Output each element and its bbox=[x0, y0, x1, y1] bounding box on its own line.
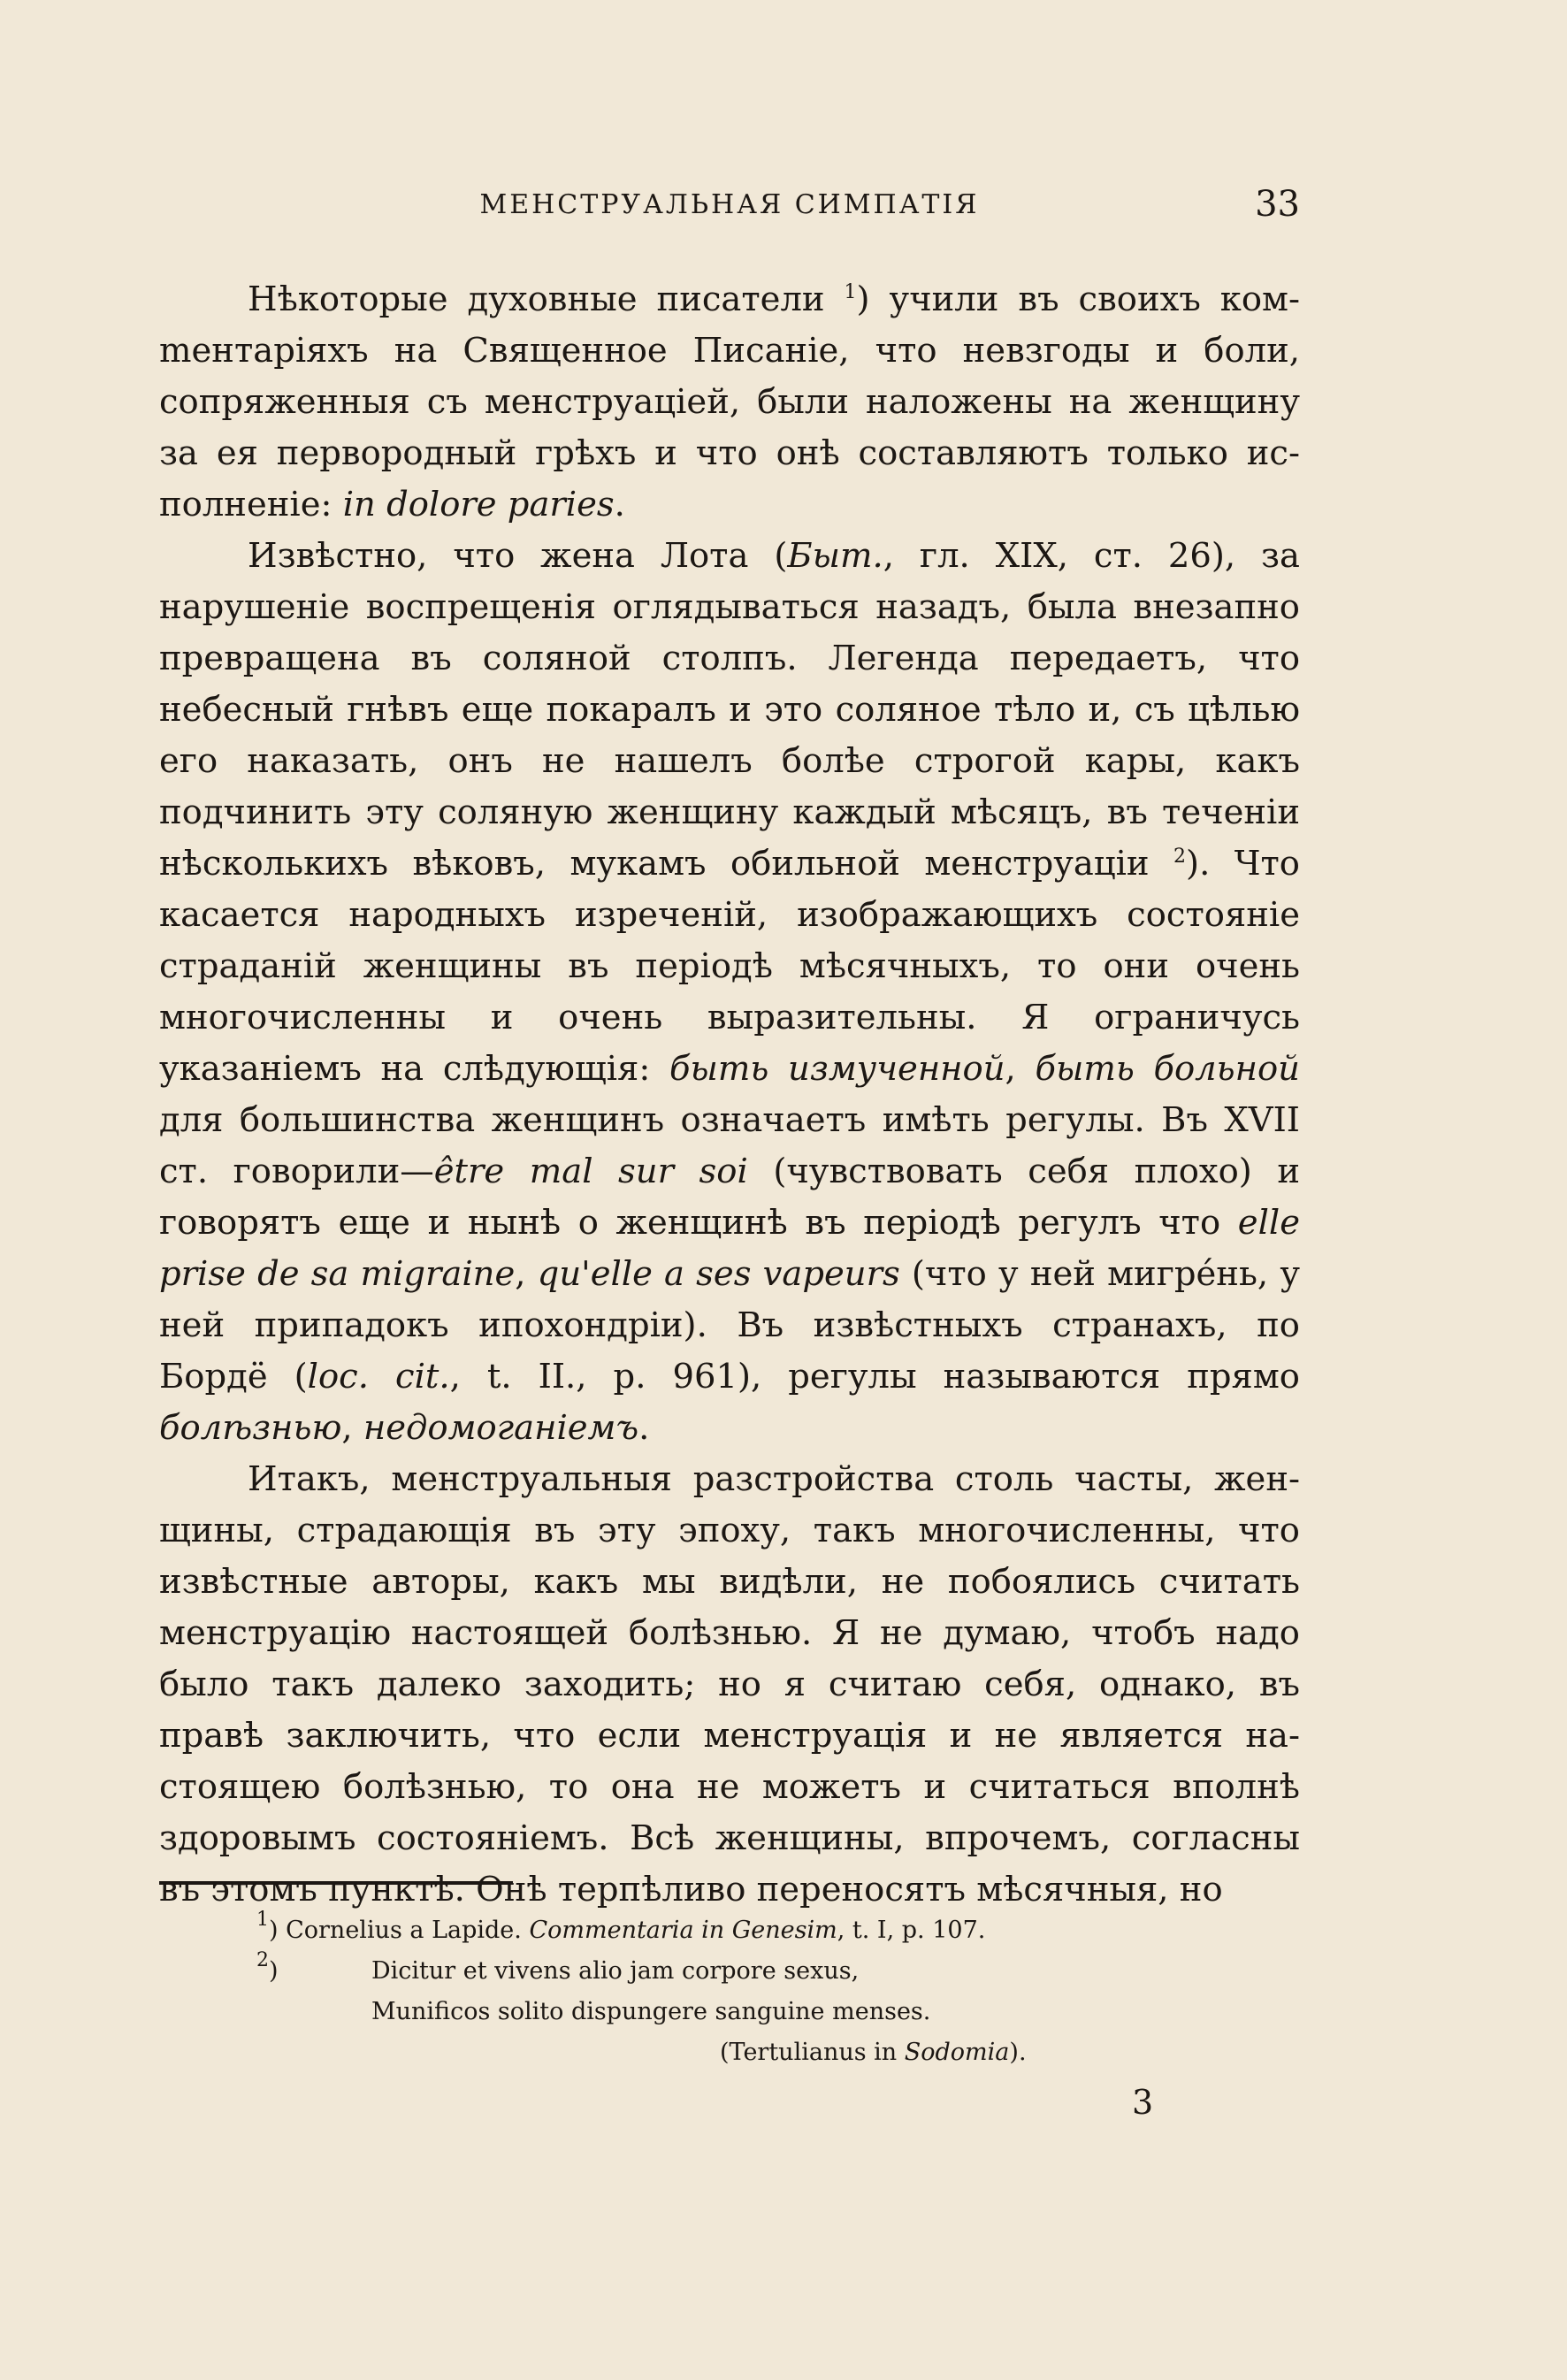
text-run: Извѣстно, что жена Лота ( bbox=[248, 536, 788, 576]
text-run: (чувствовать себя плохо) и говорятъ еще и нынѣ о женщинѣ въ періодѣ регулъ что bbox=[159, 1152, 1301, 1243]
italic-run: быть измученной bbox=[669, 1049, 1005, 1089]
footnote-1 bbox=[256, 1910, 1185, 1951]
text-run: Нѣкоторые духовные писатели bbox=[248, 279, 845, 319]
text-run: (что у ней мигрéнь, у ней припадокъ ипохондріи). Въ извѣстныхъ странахъ, по Бордё ( bbox=[159, 1254, 1300, 1397]
footnote-mark: 2 bbox=[256, 1949, 269, 1971]
footnote-title: Commentaria in Genesim bbox=[529, 1917, 837, 1944]
citation-text: ). bbox=[1009, 2039, 1027, 2066]
footnote-ref-1: 1 bbox=[844, 281, 857, 303]
footnote-text: , t. I, p. 107. bbox=[837, 1917, 986, 1944]
signature-mark: 3 bbox=[1132, 2083, 1154, 2122]
text-run: для большинства женщинъ означаетъ имѣть регулы. Въ XVII ст. говорили— bbox=[159, 1100, 1300, 1191]
text-run: , bbox=[515, 1254, 538, 1294]
text-run: , bbox=[341, 1408, 363, 1448]
text-run: . bbox=[638, 1408, 650, 1448]
citation-title: Sodomia bbox=[904, 2039, 1010, 2066]
italic-run: недомоганіемъ bbox=[363, 1408, 639, 1448]
text-run: . bbox=[614, 485, 625, 524]
verse-line-1: Dicitur et vivens alio jam corpore sexus, bbox=[371, 1957, 860, 1985]
citation-text: (Tertulianus in bbox=[720, 2039, 905, 2066]
paragraph-1 bbox=[159, 274, 1300, 531]
italic-run: Быт. bbox=[787, 536, 883, 576]
italic-run: быть больной bbox=[1035, 1049, 1300, 1089]
italic-run: болѣзнью bbox=[159, 1408, 342, 1448]
text-run: ). Что касается народныхъ изреченій, изображающихъ состояніе страданій женщины въ періодѣ мѣсячныхъ, то они очень многочисленны и очень выразительны. Я ограничусь указаніемъ на слѣдующія: bbox=[159, 844, 1300, 1089]
footnotes bbox=[256, 1910, 1185, 2073]
footnote-2 bbox=[256, 1951, 1185, 2073]
verse-line-2: Munificos solito dispungere sanguine menses. bbox=[371, 1998, 931, 2025]
page-number: 33 bbox=[1255, 184, 1300, 225]
running-title: МЕНСТРУАЛЬНАЯ СИМПАТІЯ bbox=[479, 189, 980, 220]
text-run: , t. II., p. 961), регулы называются прямо bbox=[449, 1357, 1300, 1397]
footnote-text: ) bbox=[269, 1957, 279, 1985]
footnote-text: ) Cornelius a Lapide. bbox=[269, 1917, 530, 1944]
italic-run: être mal sur soi bbox=[433, 1152, 748, 1191]
text-run: , bbox=[1005, 1049, 1036, 1089]
body-text bbox=[159, 274, 1300, 1916]
paragraph-3: Итакъ, менструальныя разстройства столь часты, женщины, страдающія въ эту эпоху, такъ многочисленны, что извѣстные авторы, какъ мы видѣли, не побоялись считать менструацію настоящей болѣзнью. Я не думаю, чтобъ надо было такъ далеко заходить; но я считаю себя, однако, въ правѣ заключить, что если менструація и не является настоящею болѣзнью, то она не можетъ и считаться вполнѣ здоровымъ состояніемъ. Всѣ женщины, впрочемъ, согласны въ этомъ пунктѣ. Онѣ терпѣливо переносятъ мѣсячныя, но bbox=[159, 1459, 1300, 1909]
verse-citation bbox=[256, 2032, 1185, 2073]
italic-run: loc. cit. bbox=[307, 1357, 450, 1397]
italic-run: elle prise de sa migraine bbox=[159, 1203, 1300, 1294]
footnote-ref-2: 2 bbox=[1173, 846, 1187, 868]
footnote-divider bbox=[159, 1881, 513, 1885]
latin-quote: in dolore paries bbox=[342, 485, 615, 524]
footnote-mark: 1 bbox=[256, 1909, 269, 1931]
paragraph-2 bbox=[159, 531, 1300, 1454]
text-run: , гл. XIX, ст. 26), за нарушеніе воспрещенія оглядываться назадъ, была внезапно превращена въ соляной столпъ. Легенда передаетъ, что небесный гнѣвъ еще покаралъ и это соляное тѣло и, съ цѣлью его наказать, онъ не нашелъ болѣе строгой кары, какъ подчинить эту соляную женщину каждый мѣсяцъ, въ теченіи нѣсколькихъ вѣковъ, мукамъ обильной менструаціи bbox=[159, 536, 1300, 884]
page-header bbox=[159, 184, 1300, 237]
italic-run: qu'elle a ses vapeurs bbox=[537, 1254, 900, 1294]
text-run: ) учили въ своихъ комmентаріяхъ на Священное Писаніе, что невзгоды и боли, сопряженныя съ менструаціей, были наложены на женщину за ея первородный грѣхъ и что онѣ составляютъ только исполненіе: bbox=[159, 279, 1300, 524]
